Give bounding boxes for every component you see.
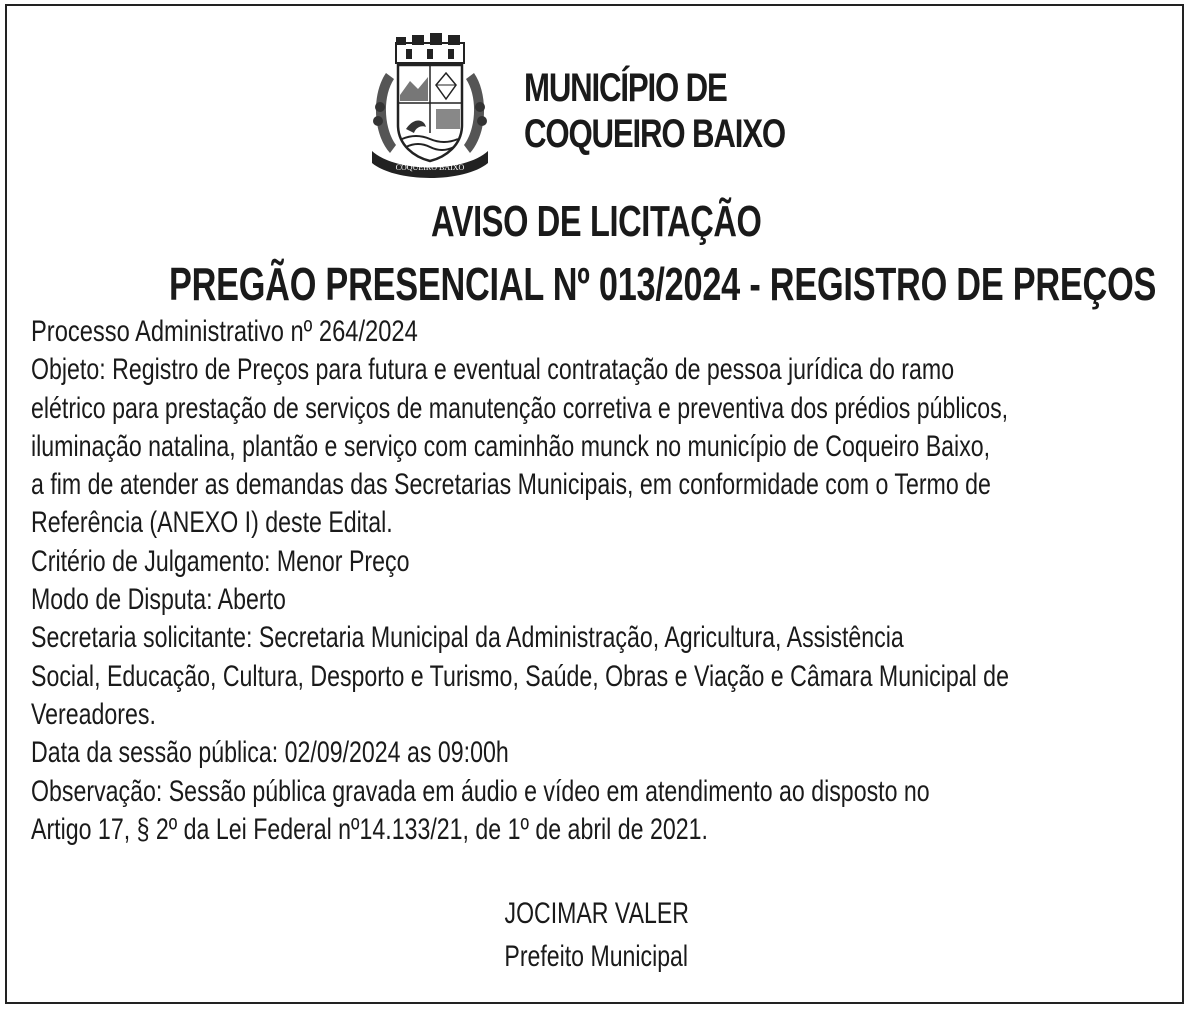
signatory-name: JOCIMAR VALER bbox=[504, 897, 689, 930]
requesting-secretariat-line-1: Secretaria solicitante: Secretaria Municipal da Administração, Agricultura, Assistência bbox=[31, 621, 904, 655]
session-date-line: Data da sessão pública: 02/09/2024 as 09:00h bbox=[31, 736, 509, 770]
notice-title: AVISO DE LICITAÇÃO bbox=[431, 197, 762, 246]
object-line-2: elétrico para prestação de serviços de manutenção corretiva e preventiva dos prédios públicos, bbox=[31, 391, 1009, 425]
coat-of-arms-icon bbox=[366, 33, 494, 179]
notice-subtitle: PREGÃO PRESENCIAL Nº 013/2024 - REGISTRO DE PREÇOS bbox=[168, 258, 1157, 310]
municipality-line-2: COQUEIRO BAIXO bbox=[524, 112, 785, 156]
process-number-line: Processo Administrativo nº 264/2024 bbox=[31, 315, 418, 348]
signatory-role: Prefeito Municipal bbox=[504, 940, 689, 973]
judgment-criterion-line: Critério de Julgamento: Menor Preço bbox=[31, 544, 410, 578]
observation-line-1: Observação: Sessão pública gravada em áudio e vídeo em atendimento ao disposto no bbox=[31, 774, 930, 808]
object-line-5: Referência (ANEXO I) deste Edital. bbox=[31, 506, 393, 540]
notice-body bbox=[31, 313, 1167, 849]
object-line-1: Objeto: Registro de Preços para futura e eventual contratação de pessoa jurídica do ramo bbox=[31, 353, 955, 387]
object-line-3: iluminação natalina, plantão e serviço com caminhão munck no município de Coqueiro Baixo, bbox=[31, 429, 991, 463]
observation-line-2: Artigo 17, § 2º da Lei Federal nº14.133/21, de 1º de abril de 2021. bbox=[31, 812, 708, 846]
dispute-mode-line: Modo de Disputa: Aberto bbox=[31, 583, 286, 617]
svg-text:COQUEIRO BAIXO: COQUEIRO BAIXO bbox=[395, 163, 465, 172]
requesting-secretariat-line-2: Social, Educação, Cultura, Desporto e Turismo, Saúde, Obras e Viação e Câmara Municipal de bbox=[31, 659, 1009, 693]
object-line-4: a fim de atender as demandas das Secretarias Municipais, em conformidade com o Termo de bbox=[31, 468, 991, 502]
municipality-line-1: MUNICÍPIO DE bbox=[524, 66, 727, 110]
requesting-secretariat-line-3: Vereadores. bbox=[31, 697, 156, 731]
header bbox=[366, 33, 846, 183]
municipality-name bbox=[524, 65, 785, 157]
